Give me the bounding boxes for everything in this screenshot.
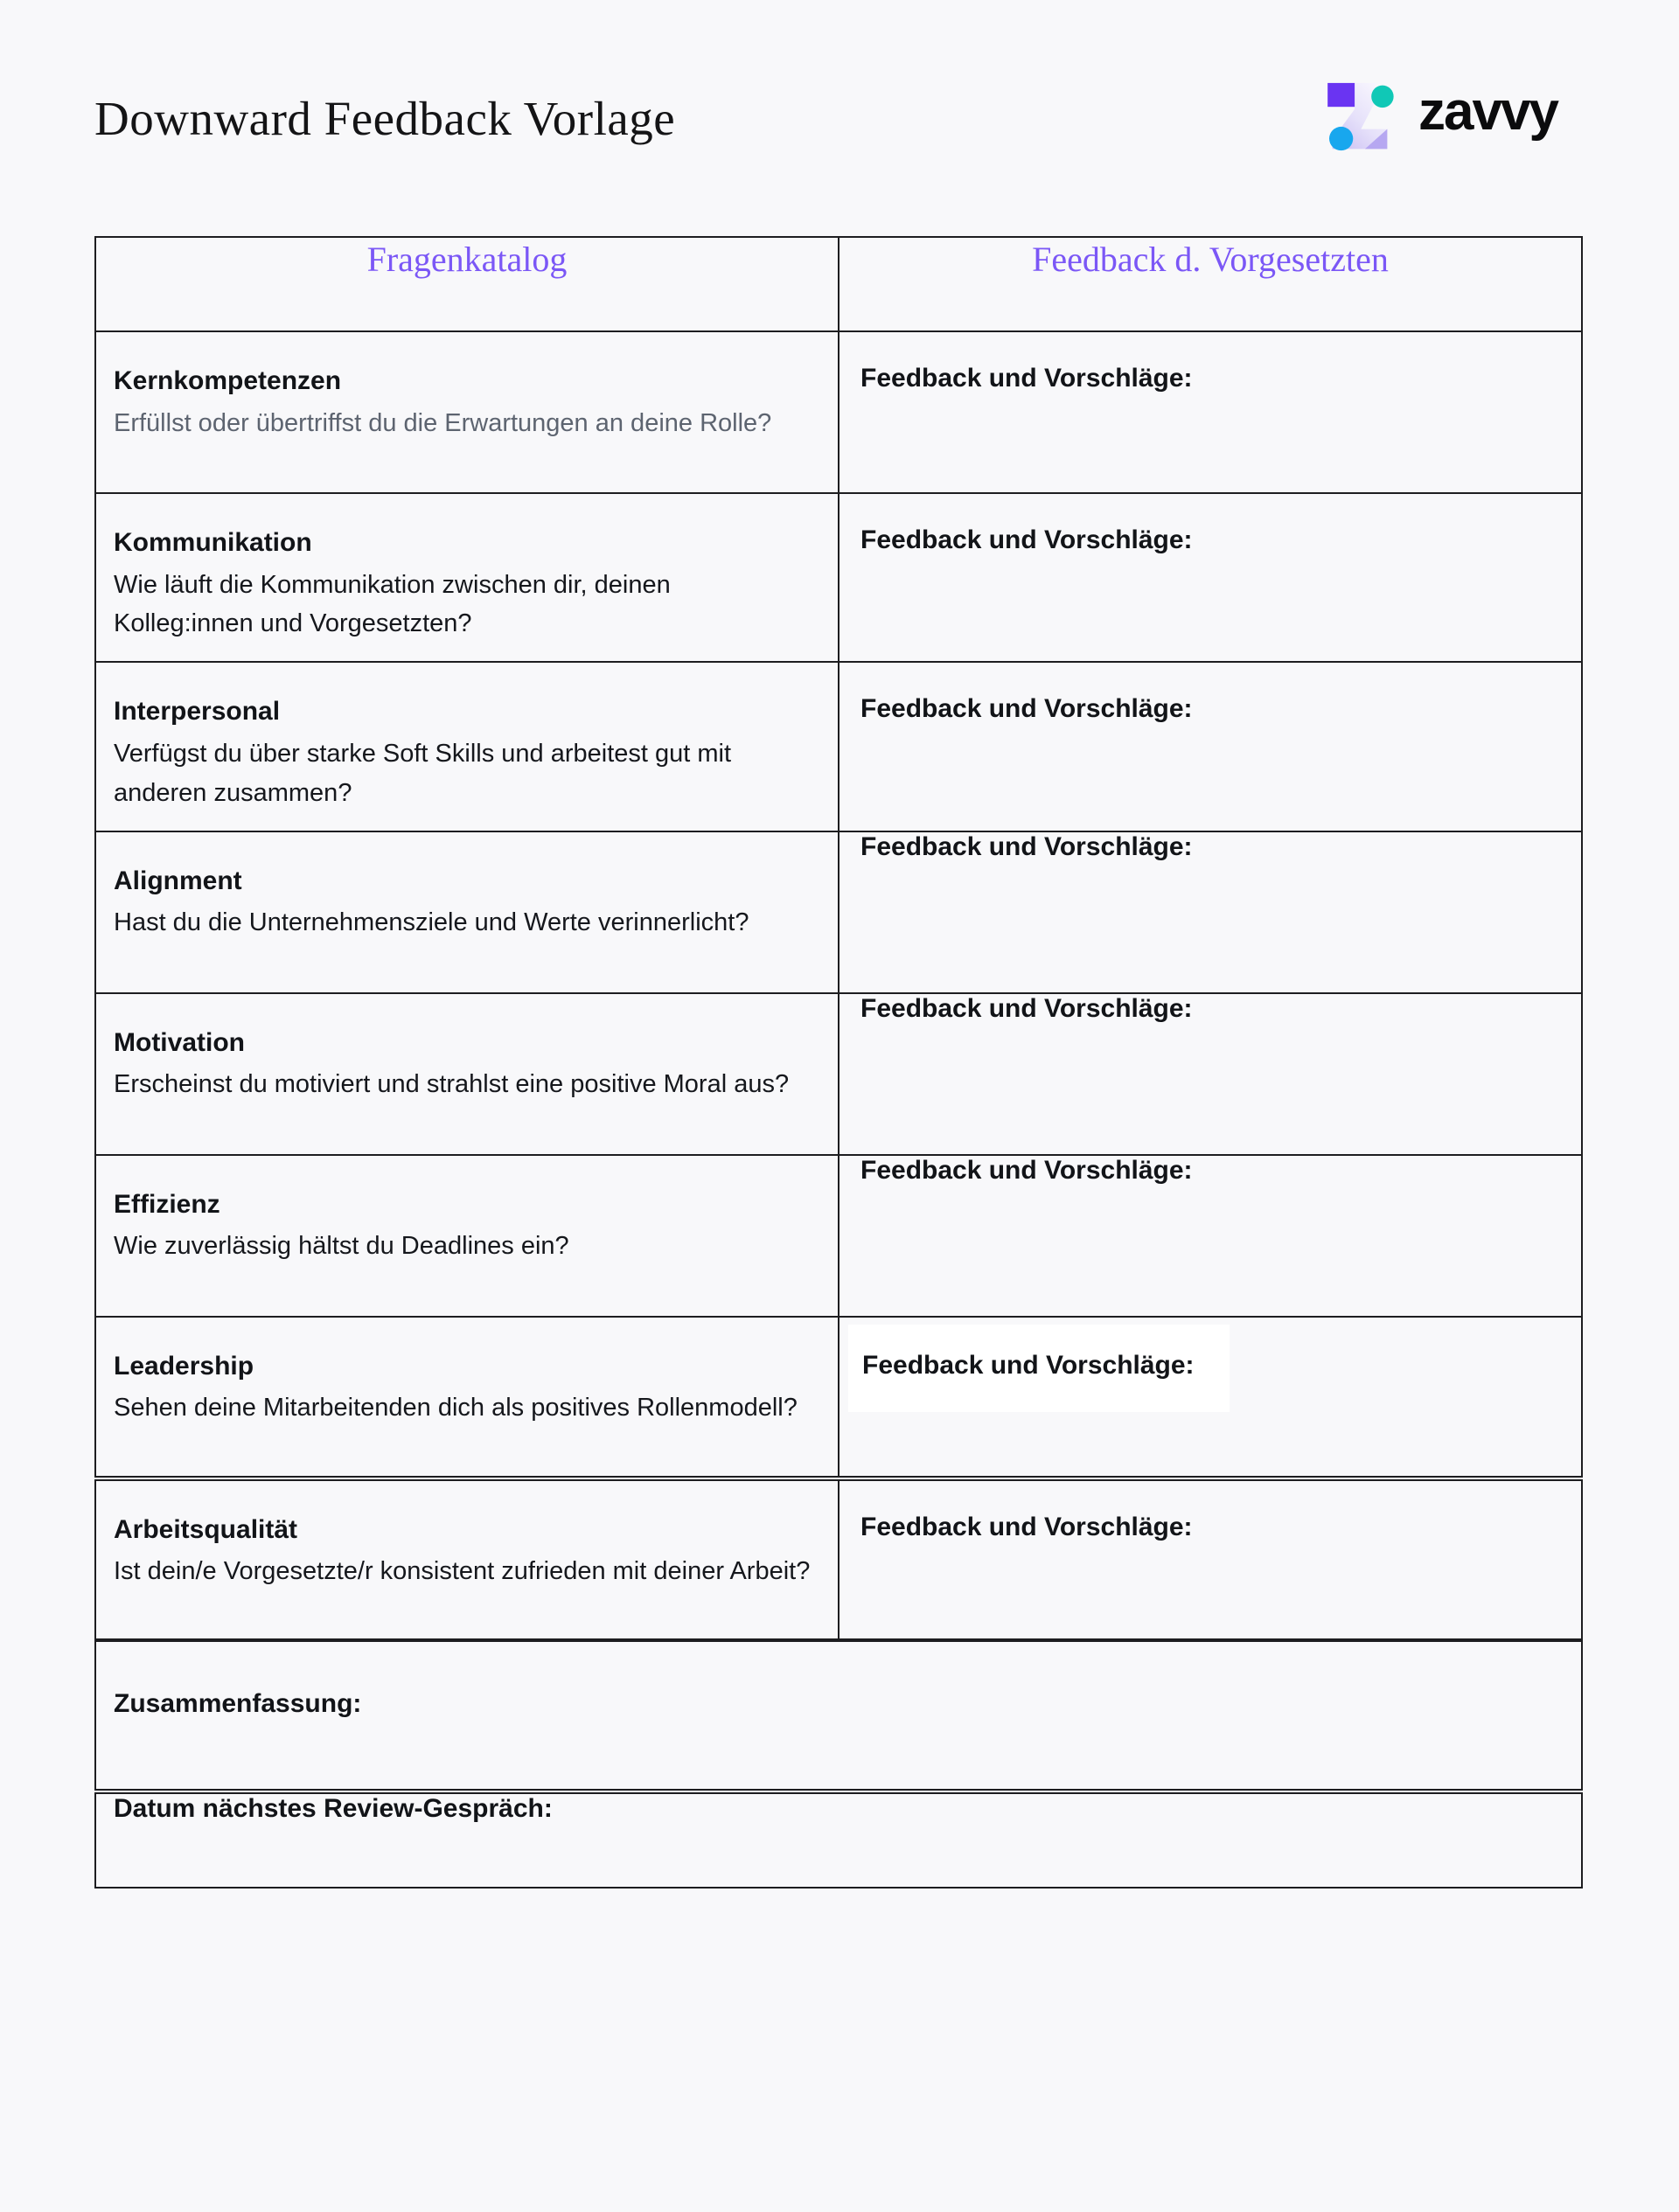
question-text: Wie zuverlässig hältst du Deadlines ein? bbox=[114, 1232, 569, 1261]
column-header-feedback-vorgesetzten: Feedback d. Vorgesetzten bbox=[839, 237, 1582, 331]
feedback-cell bbox=[839, 1478, 1582, 1640]
question-row-alignment bbox=[95, 831, 1582, 993]
question-row-effizienz bbox=[95, 1155, 1582, 1317]
feedback-label-highlight bbox=[848, 1325, 1230, 1412]
feedback-label: Feedback und Vorschläge: bbox=[860, 525, 1193, 554]
question-row-kernkompetenzen bbox=[95, 331, 1582, 493]
zavvy-logo-mark-icon bbox=[1312, 77, 1399, 157]
feedback-label: Feedback und Vorschläge: bbox=[860, 694, 1193, 724]
question-title: Kernkompetenzen bbox=[114, 366, 342, 395]
question-row-interpersonal bbox=[95, 662, 1582, 831]
question-title: Leadership bbox=[114, 1351, 254, 1381]
question-cell bbox=[95, 1478, 839, 1640]
summary-label: Zusammenfassung: bbox=[114, 1688, 362, 1718]
feedback-label: Feedback und Vorschläge: bbox=[860, 993, 1193, 1023]
feedback-label: Feedback und Vorschläge: bbox=[860, 364, 1193, 393]
question-row-kommunikation bbox=[95, 493, 1582, 662]
question-title: Effizienz bbox=[114, 1189, 220, 1219]
question-cell bbox=[95, 493, 839, 662]
question-cell bbox=[95, 662, 839, 831]
column-header-fragenkatalog: Fragenkatalog bbox=[95, 237, 839, 331]
question-text: Erscheinst du motiviert und strahlst eine positive Moral aus? bbox=[114, 1070, 790, 1099]
zavvy-wordmark: zavvy bbox=[1418, 81, 1557, 142]
question-text: Wie läuft die Kommunikation zwischen dir, deinen Kolleg:innen und Vorgesetzten? bbox=[114, 570, 671, 638]
question-text: Hast du die Unternehmensziele und Werte verinnerlicht? bbox=[114, 908, 749, 937]
question-text: Erfüllst oder übertriffst du die Erwartungen an deine Rolle? bbox=[114, 408, 772, 437]
feedback-label: Feedback und Vorschläge: bbox=[860, 1512, 1193, 1541]
feedback-label: Feedback und Vorschläge: bbox=[862, 1350, 1195, 1380]
next-review-date-label: Datum nächstes Review-Gespräch: bbox=[114, 1793, 553, 1823]
question-title: Arbeitsqualität bbox=[114, 1514, 298, 1544]
question-row-motivation bbox=[95, 993, 1582, 1155]
question-cell bbox=[95, 831, 839, 993]
feedback-cell bbox=[839, 1155, 1582, 1317]
page-title: Downward Feedback Vorlage bbox=[94, 92, 676, 145]
question-title: Alignment bbox=[114, 866, 242, 895]
question-cell bbox=[95, 1155, 839, 1317]
next-review-date-cell bbox=[95, 1791, 1582, 1888]
question-text: Verfügst du über starke Soft Skills und arbeitest gut mit anderen zusammen? bbox=[114, 739, 732, 807]
question-text: Sehen deine Mitarbeitenden dich als positives Rollenmodell? bbox=[114, 1394, 798, 1422]
question-row-leadership bbox=[95, 1317, 1582, 1478]
table-header-row bbox=[95, 237, 1582, 331]
question-cell bbox=[95, 1317, 839, 1478]
feedback-cell bbox=[839, 662, 1582, 831]
question-cell bbox=[95, 331, 839, 493]
summary-cell bbox=[95, 1640, 1582, 1791]
question-title: Motivation bbox=[114, 1027, 245, 1057]
question-cell bbox=[95, 993, 839, 1155]
feedback-label: Feedback und Vorschläge: bbox=[860, 1155, 1193, 1185]
feedback-cell bbox=[839, 1317, 1582, 1478]
question-title: Kommunikation bbox=[114, 528, 312, 557]
question-title: Interpersonal bbox=[114, 697, 281, 727]
question-row-arbeitsqualitaet bbox=[95, 1478, 1582, 1640]
feedback-label: Feedback und Vorschläge: bbox=[860, 831, 1193, 861]
question-text: Ist dein/e Vorgesetzte/r konsistent zufrieden mit deiner Arbeit? bbox=[114, 1557, 811, 1586]
next-review-date-row bbox=[95, 1791, 1582, 1888]
feedback-cell bbox=[839, 331, 1582, 493]
feedback-cell bbox=[839, 493, 1582, 662]
summary-row bbox=[95, 1640, 1582, 1791]
zavvy-logo bbox=[1312, 73, 1592, 161]
feedback-cell bbox=[839, 993, 1582, 1155]
feedback-table bbox=[94, 236, 1583, 1889]
feedback-cell bbox=[839, 831, 1582, 993]
